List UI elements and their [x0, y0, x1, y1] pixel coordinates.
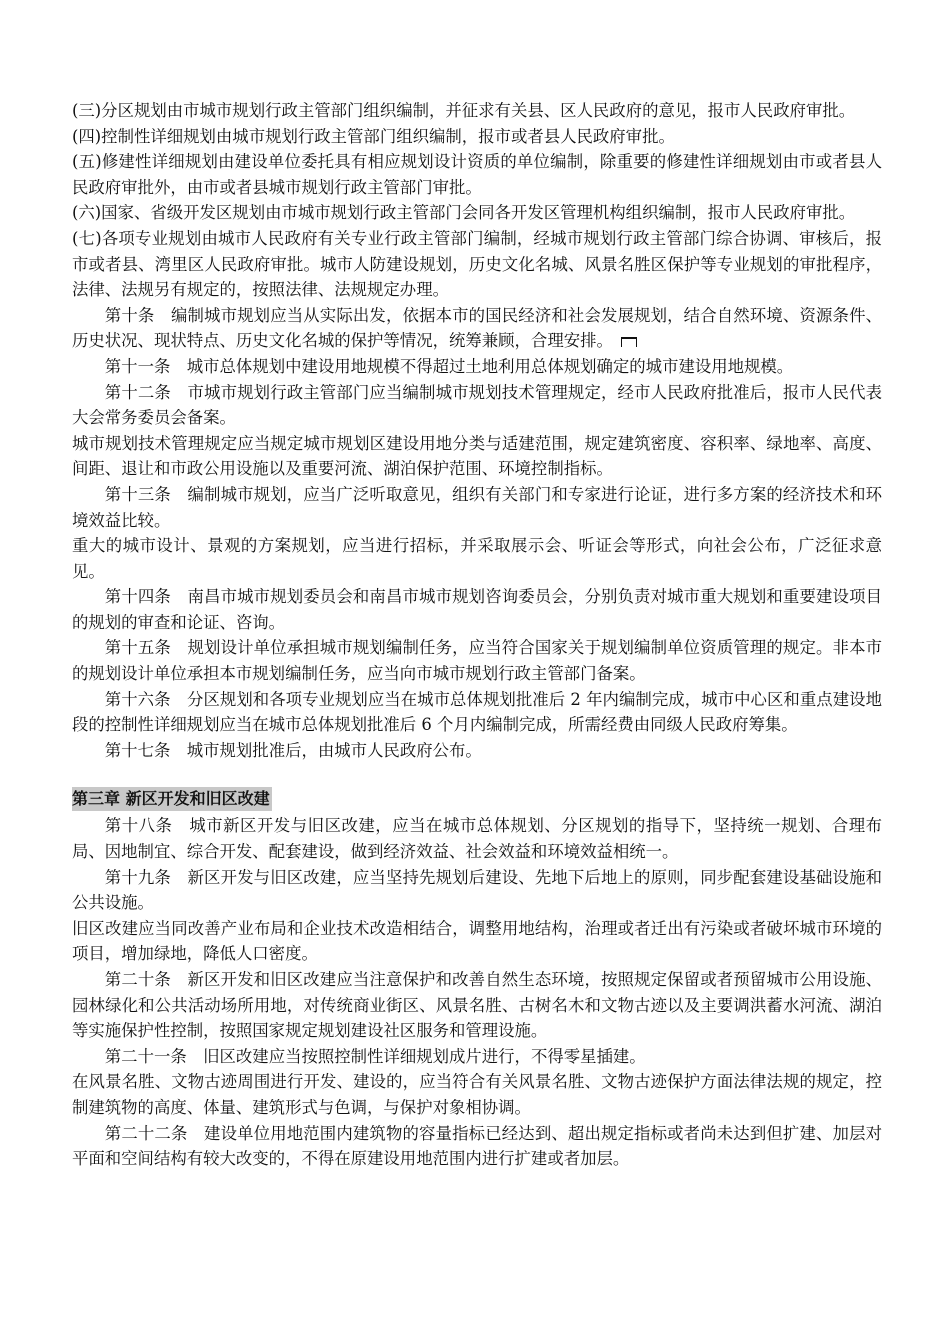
article-paragraph: 第二十一条 旧区改建应当按照控制性详细规划成片进行，不得零星插建。: [104, 1046, 646, 1066]
section-b: [72, 813, 882, 1171]
article-paragraph: 第二十二条 建设单位用地范围内建筑物的容量指标已经达到、超出规定指标或者尚未达到但扩建、加层对平面和空间结构有较大改变的，不得在原建设用地范围内进行扩建或者加层。: [72, 1123, 882, 1169]
spacer: [72, 763, 882, 787]
document-page: [72, 98, 882, 1172]
paragraph: (三)分区规划由市城市规划行政主管部门组织编制，并征求有关县、区人民政府的意见，报市人民政府审批。: [72, 101, 856, 120]
section-a: [72, 98, 882, 763]
article-paragraph: 第十九条 新区开发与旧区改建，应当坚持先规划后建设、先地下后地上的原则，同步配套建设基础设施和公共设施。: [72, 867, 882, 913]
paragraph: 重大的城市设计、景观的方案规划，应当进行招标，并采取展示会、听证会等形式，向社会公布，广泛征求意见。: [72, 536, 882, 581]
article-paragraph: 第十二条 市城市规划行政主管部门应当编制城市规划技术管理规定，经市人民政府批准后，报市人民代表大会常务委员会备案。: [72, 382, 882, 428]
article-paragraph: [72, 303, 882, 354]
article-paragraph: 第十一条 城市总体规划中建设用地规模不得超过土地利用总体规划确定的城市建设用地规模。: [104, 356, 794, 376]
chapter-heading-row: [72, 787, 882, 813]
cursor-mark-icon: [621, 337, 637, 347]
paragraph: 城市规划技术管理规定应当规定城市规划区建设用地分类与适建范围，规定建筑密度、容积率、绿地率、高度、间距、退让和市政公用设施以及重要河流、湖泊保护范围、环境控制指标。: [72, 433, 882, 479]
paragraph: (六)国家、省级开发区规划由市城市规划行政主管部门会同各开发区管理机构组织编制，报市人民政府审批。: [72, 203, 856, 223]
chapter-heading: 第三章 新区开发和旧区改建: [72, 787, 272, 811]
article-paragraph: 第十四条 南昌市城市规划委员会和南昌市城市规划咨询委员会，分别负责对城市重大规划和重要建设项目的规划的审查和论证、咨询。: [72, 587, 882, 632]
article-paragraph: 第十八条 城市新区开发与旧区改建，应当在城市总体规划、分区规划的指导下，坚持统一规划、合理布局、因地制宜、综合开发、配套建设，做到经济效益、社会效益和环境效益相统一。: [72, 816, 882, 862]
article-paragraph: 第十三条 编制城市规划，应当广泛听取意见，组织有关部门和专家进行论证，进行多方案的经济技术和环境效益比较。: [72, 484, 882, 530]
paragraph-text: 第十条 编制城市规划应当从实际出发，依据本市的国民经济和社会发展规划，结合自然环境、资源条件、历史状况、现状特点、历史文化名城的保护等情况，统筹兼顾，合理安排。: [72, 305, 882, 351]
paragraph: (五)修建性详细规划由建设单位委托具有相应规划设计资质的单位编制，除重要的修建性详细规划由市或者县人民政府审批外，由市或者县城市规划行政主管部门审批。: [72, 152, 882, 197]
paragraph: 在风景名胜、文物古迹周围进行开发、建设的，应当符合有关风景名胜、文物古迹保护方面法律法规的规定，控制建筑物的高度、体量、建筑形式与色调，与保护对象相协调。: [72, 1072, 882, 1117]
paragraph: (四)控制性详细规划由城市规划行政主管部门组织编制，报市或者县人民政府审批。: [72, 126, 675, 146]
article-paragraph: 第十六条 分区规划和各项专业规划应当在城市总体规划批准后 2 年内编制完成，城市中心区和重点建设地段的控制性详细规划应当在城市总体规划批准后 6 个月内编制完成，所需经费由同级人民政府筹集。: [72, 689, 882, 735]
article-paragraph: 第十七条 城市规划批准后，由城市人民政府公布。: [104, 740, 482, 760]
paragraph: 旧区改建应当同改善产业布局和企业技术改造相结合，调整用地结构，治理或者迁出有污染或者破坏城市环境的项目，增加绿地，降低人口密度。: [72, 918, 882, 964]
article-paragraph: 第二十条 新区开发和旧区改建应当注意保护和改善自然生态环境，按照规定保留或者预留城市公用设施、园林绿化和公共活动场所用地，对传统商业街区、风景名胜、古树名木和文物古迹以及主要调洪蓄水河流、湖泊等实施保护性控制，按照国家规定规划建设社区服务和管理设施。: [72, 970, 882, 1041]
article-paragraph: 第十五条 规划设计单位承担城市规划编制任务，应当符合国家关于规划编制单位资质管理的规定。非本市的规划设计单位承担本市规划编制任务，应当向市城市规划行政主管部门备案。: [72, 638, 882, 684]
paragraph: (七)各项专业规划由城市人民政府有关专业行政主管部门编制，经城市规划行政主管部门综合协调、审核后，报市或者县、湾里区人民政府审批。城市人防建设规划，历史文化名城、风景名胜区保护等专业规划的审批程序，法律、法规另有规定的，按照法律、法规规定办理。: [72, 228, 882, 300]
